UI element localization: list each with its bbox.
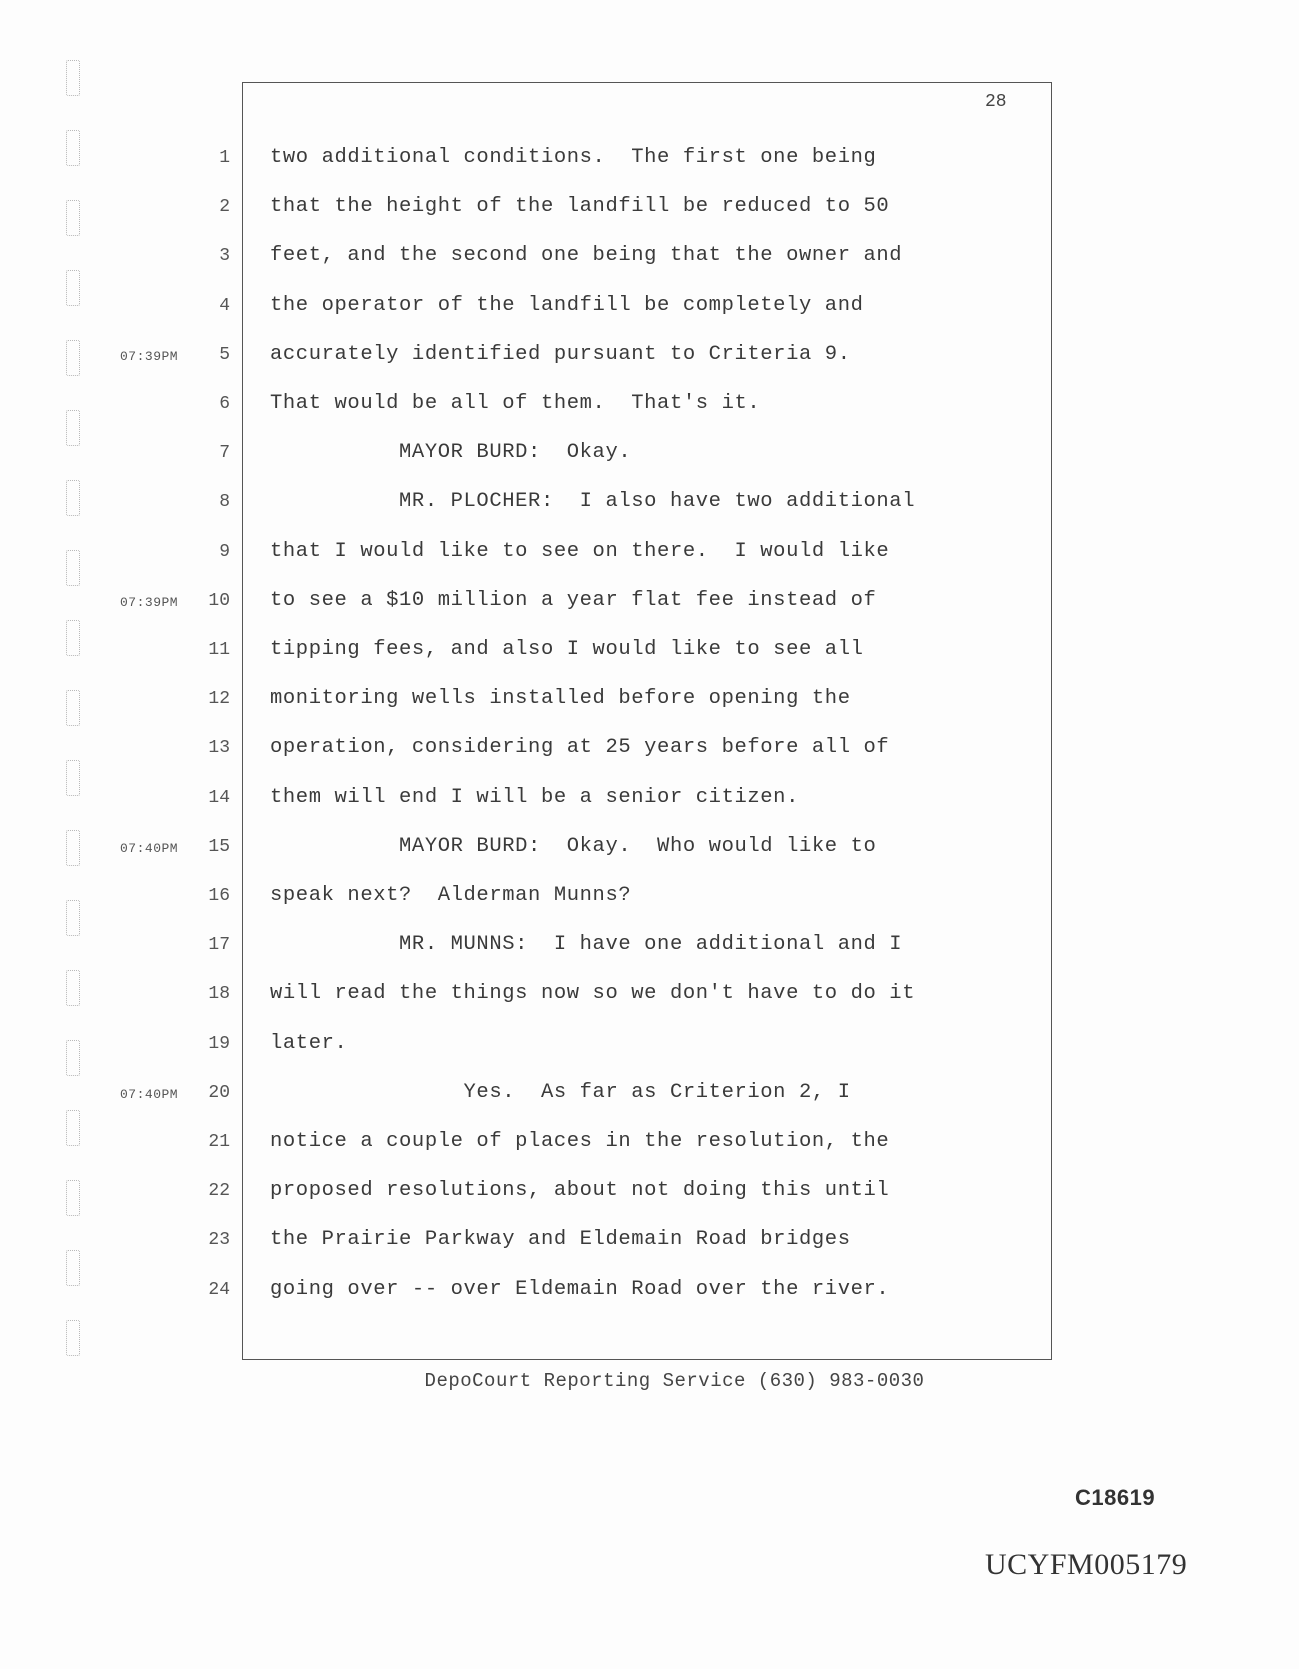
line-text: speak next? Alderman Munns?: [270, 884, 632, 907]
line-number: 15: [208, 836, 230, 857]
transcript-line: [0, 236, 1299, 285]
bates-number: UCYFM005179: [985, 1548, 1188, 1581]
line-number: 5: [219, 344, 230, 365]
line-number: 12: [208, 689, 230, 710]
line-text: them will end I will be a senior citizen.: [270, 785, 799, 809]
line-text: proposed resolutions, about not doing this until: [270, 1179, 890, 1203]
transcript-line: [0, 1122, 1299, 1171]
line-number: 7: [219, 443, 230, 464]
line-text: tipping fees, and also I would like to see all: [270, 638, 864, 661]
transcript-line: [0, 728, 1299, 777]
line-text: monitoring wells installed before opening the: [270, 687, 851, 711]
transcript-line: [0, 1270, 1299, 1319]
transcript-line: [0, 433, 1299, 482]
transcript-line: [0, 532, 1299, 581]
stamp-code: C18619: [1075, 1485, 1156, 1510]
line-text: that I would like to see on there. I would like: [270, 539, 890, 563]
line-number: 10: [208, 590, 230, 611]
line-text: going over -- over Eldemain Road over the river.: [270, 1277, 890, 1301]
line-text: That would be all of them. That's it.: [270, 392, 761, 415]
line-text: two additional conditions. The first one being: [270, 146, 877, 169]
transcript-line: [0, 581, 1299, 630]
page-number: 28: [985, 92, 1007, 112]
line-text: will read the things now so we don't have to do it: [270, 982, 916, 1006]
line-text: the Prairie Parkway and Eldemain Road bridges: [270, 1228, 851, 1252]
transcript-line: [0, 1024, 1299, 1073]
line-timestamp: 07:39PM: [120, 348, 179, 364]
line-text: MAYOR BURD: Okay. Who would like to: [270, 834, 877, 858]
transcript-line: [0, 876, 1299, 925]
transcript-line: [0, 827, 1299, 876]
line-text: MR. PLOCHER: I also have two additional: [270, 490, 916, 514]
line-number: 2: [219, 197, 230, 218]
line-number: 4: [219, 295, 230, 316]
transcript-line: [0, 1073, 1299, 1122]
line-timestamp: 07:40PM: [120, 1086, 179, 1102]
line-number: 20: [208, 1082, 230, 1103]
transcript-line: [0, 630, 1299, 679]
reporter-footer: DepoCourt Reporting Service (630) 983-0030: [424, 1370, 925, 1392]
line-text: accurately identified pursuant to Criteria 9.: [270, 342, 851, 366]
transcript-line: [0, 1171, 1299, 1220]
line-text: the operator of the landfill be completely and: [270, 293, 864, 317]
transcript-line: [0, 286, 1299, 335]
line-number: 19: [208, 1033, 230, 1054]
line-text: notice a couple of places in the resolution, the: [270, 1130, 890, 1153]
line-number: 24: [208, 1279, 230, 1300]
line-number: 23: [208, 1230, 230, 1251]
transcript-line: [0, 384, 1299, 433]
transcript-line: [0, 335, 1299, 384]
transcript-line: [0, 778, 1299, 827]
line-number: 16: [208, 886, 230, 906]
transcript-line: [0, 974, 1299, 1023]
line-number: 17: [208, 935, 230, 956]
line-number: 9: [219, 541, 230, 562]
line-text: MAYOR BURD: Okay.: [270, 441, 632, 465]
line-timestamp: 07:40PM: [120, 840, 179, 856]
line-text: later.: [270, 1031, 348, 1055]
binder-hole: [66, 1320, 80, 1356]
line-number: 22: [208, 1181, 230, 1202]
transcript-line: [0, 187, 1299, 236]
line-text: MR. MUNNS: I have one additional and I: [270, 933, 903, 957]
line-number: 18: [208, 984, 230, 1005]
transcript-line: [0, 138, 1299, 187]
line-number: 3: [219, 246, 230, 267]
transcript-line: [0, 1220, 1299, 1269]
transcript-line: [0, 482, 1299, 531]
transcript-line: [0, 925, 1299, 974]
line-number: 1: [219, 148, 230, 168]
line-text: feet, and the second one being that the owner and: [270, 244, 903, 268]
line-text: to see a $10 million a year flat fee instead of: [270, 588, 877, 612]
line-number: 21: [208, 1132, 230, 1152]
line-number: 14: [208, 787, 230, 808]
transcript-line: [0, 679, 1299, 728]
line-timestamp: 07:39PM: [120, 594, 179, 610]
line-number: 11: [208, 640, 230, 660]
line-number: 13: [208, 738, 230, 759]
line-number: 8: [219, 492, 230, 513]
line-text: that the height of the landfill be reduced to 50: [270, 195, 890, 219]
line-text: Yes. As far as Criterion 2, I: [270, 1080, 851, 1104]
line-text: operation, considering at 25 years before all of: [270, 736, 890, 760]
binder-hole: [66, 60, 80, 96]
line-number: 6: [219, 394, 230, 414]
